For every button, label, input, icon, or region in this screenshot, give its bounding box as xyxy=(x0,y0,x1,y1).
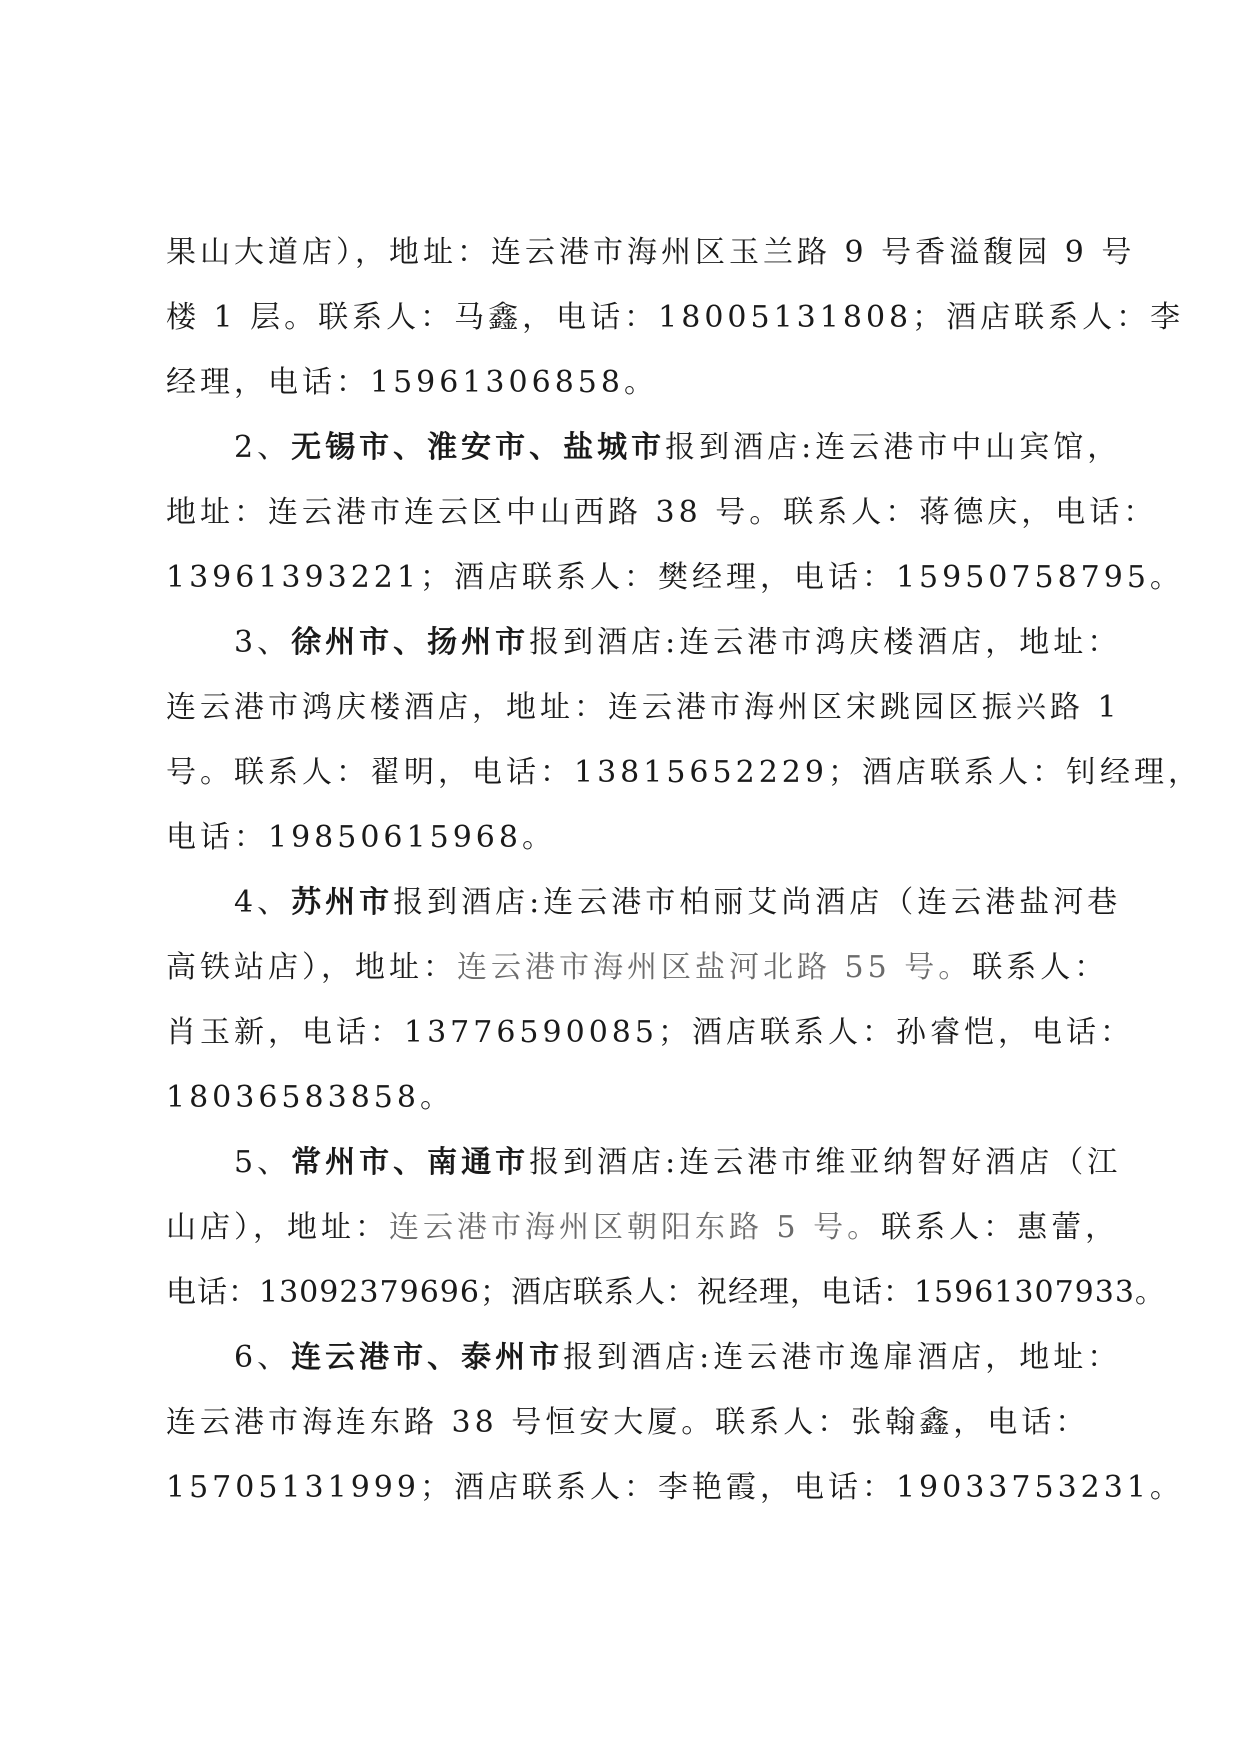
item-number: 6、 xyxy=(234,1340,292,1375)
text-line: 号。联系人：翟明，电话：13815652229；酒店联系人：钊经理， xyxy=(166,755,1202,790)
text-span: 高铁站店），地址： xyxy=(166,950,457,985)
text-line xyxy=(166,935,1109,1000)
document-body xyxy=(166,220,1202,1520)
text-line: 地址：连云港市连云区中山西路 38 号。联系人：蒋德庆，电话： xyxy=(166,495,1158,530)
text-line: 15705131999；酒店联系人：李艳霞，电话：19033753231。 xyxy=(166,1470,1184,1505)
item-number: 5、 xyxy=(234,1145,292,1180)
item-hotel: 报到酒店:连云港市逸扉酒店，地址： xyxy=(563,1340,1122,1375)
text-line xyxy=(166,1325,1122,1390)
item-hotel: 报到酒店:连云港市维亚纳智好酒店（江 xyxy=(529,1145,1122,1180)
text-line xyxy=(166,1195,1120,1260)
text-line: 经理，电话：15961306858。 xyxy=(166,365,658,400)
text-line: 13961393221；酒店联系人：樊经理，电话：15950758795。 xyxy=(166,560,1184,595)
paragraph-item-3 xyxy=(166,610,1202,870)
item-cities: 苏州市 xyxy=(291,885,394,920)
paragraph-item-5 xyxy=(166,1130,1166,1325)
paragraph-item-4 xyxy=(166,870,1134,1130)
text-line: 连云港市鸿庆楼酒店，地址：连云港市海州区宋跳园区振兴路 1 xyxy=(166,690,1121,725)
text-line: 电话：13092379696；酒店联系人：祝经理，电话：15961307933。 xyxy=(166,1275,1166,1310)
text-line xyxy=(166,610,1122,675)
item-number: 4、 xyxy=(234,885,292,920)
item-hotel: 报到酒店:连云港市中山宾馆， xyxy=(665,430,1122,465)
text-span: 联系人： xyxy=(972,950,1109,985)
text-line xyxy=(166,870,1122,935)
text-line: 楼 1 层。联系人：马鑫，电话：18005131808；酒店联系人：李 xyxy=(166,300,1185,335)
text-line xyxy=(166,1130,1122,1195)
hotel-address: 连云港市海州区朝阳东路 5 号。 xyxy=(389,1210,882,1245)
text-line: 18036583858。 xyxy=(166,1080,454,1115)
item-number: 3、 xyxy=(234,625,292,660)
text-line xyxy=(166,415,1122,480)
hotel-address: 连云港市海州区盐河北路 55 号。 xyxy=(457,950,973,985)
item-cities: 徐州市、扬州市 xyxy=(291,625,530,660)
text-span: 山店），地址： xyxy=(166,1210,389,1245)
item-cities: 常州市、南通市 xyxy=(291,1145,530,1180)
item-cities: 无锡市、淮安市、盐城市 xyxy=(291,430,666,465)
item-hotel: 报到酒店:连云港市柏丽艾尚酒店（连云港盐河巷 xyxy=(393,885,1122,920)
text-span: 联系人：惠蕾， xyxy=(881,1210,1120,1245)
text-line: 果山大道店），地址：连云港市海州区玉兰路 9 号香溢馥园 9 号 xyxy=(166,235,1136,270)
paragraph-continuation xyxy=(166,220,1185,415)
paragraph-item-2 xyxy=(166,415,1184,610)
text-line: 肖玉新，电话：13776590085；酒店联系人：孙睿恺，电话： xyxy=(166,1015,1134,1050)
text-line: 电话：19850615968。 xyxy=(166,820,556,855)
paragraph-item-6 xyxy=(166,1325,1184,1520)
text-line: 连云港市海连东路 38 号恒安大厦。联系人：张翰鑫，电话： xyxy=(166,1405,1090,1440)
item-cities: 连云港市、泰州市 xyxy=(291,1340,564,1375)
item-number: 2、 xyxy=(234,430,292,465)
item-hotel: 报到酒店:连云港市鸿庆楼酒店，地址： xyxy=(529,625,1122,660)
